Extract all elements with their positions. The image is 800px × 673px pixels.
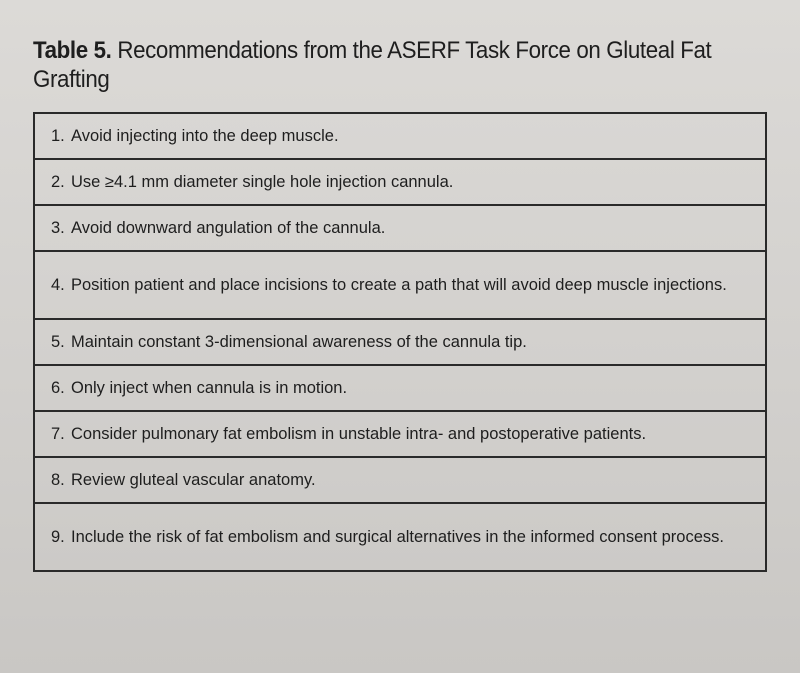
item-text: Avoid downward angulation of the cannula. [71,219,386,237]
table-cell [34,251,766,319]
item-text: Consider pulmonary fat embolism in unstable intra- and postoperative patients. [71,425,647,443]
item-text: Use ≥4.1 mm diameter single hole injection cannula. [71,173,454,191]
table-row [34,251,766,319]
item-text: Only inject when cannula is in motion. [71,379,348,397]
table-row [34,457,766,503]
item-text: Position patient and place incisions to create a path that will avoid deep muscle injections. [71,276,727,294]
item-number: 7. [51,425,65,443]
item-text: Maintain constant 3-dimensional awareness of the cannula tip. [71,333,527,351]
recommendations-table [33,112,767,572]
table-row [34,113,766,159]
table-cell [34,319,766,365]
item-number: 2. [51,173,65,191]
item-text: Include the risk of fat embolism and surgical alternatives in the informed consent process. [71,528,724,546]
item-number: 6. [51,379,65,397]
table-title: Recommendations from the ASERF Task Force on Gluteal Fat Grafting [33,37,712,93]
table-cell [34,503,766,571]
table-cell [34,457,766,503]
table-cell [34,205,766,251]
item-number: 5. [51,333,65,351]
item-number: 8. [51,471,65,489]
table-row [34,365,766,411]
table-row [34,411,766,457]
table-row [34,159,766,205]
item-number: 4. [51,276,65,294]
table-caption [33,36,731,94]
table-cell [34,365,766,411]
table-cell [34,411,766,457]
table-row [34,319,766,365]
table-cell [34,159,766,205]
item-text: Avoid injecting into the deep muscle. [71,127,339,145]
table-label: Table 5. [33,37,112,64]
item-text: Review gluteal vascular anatomy. [71,471,316,489]
item-number: 9. [51,528,65,546]
table-row [34,503,766,571]
table-row [34,205,766,251]
table-cell [34,113,766,159]
item-number: 3. [51,219,65,237]
item-number: 1. [51,127,65,145]
